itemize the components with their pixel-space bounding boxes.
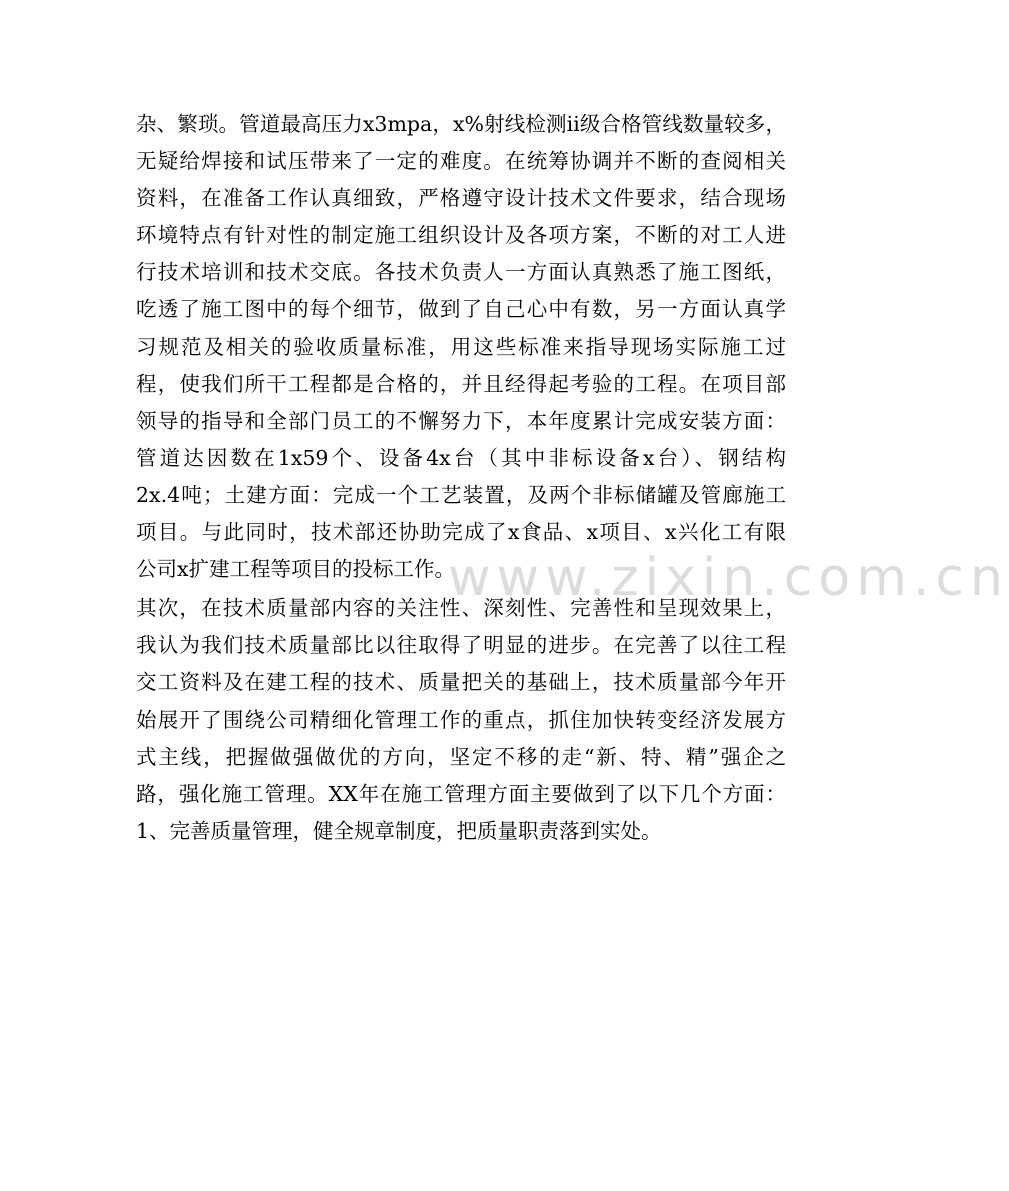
text-line: 资料，在准备工作认真细致，严格遵守设计技术文件要求，结合现场 — [136, 186, 786, 211]
text-line: 2x.4吨；土建方面：完成一个工艺装置，及两个非标储罐及管廊施工 — [136, 482, 786, 507]
watermark-text: www.zixin.com.cn — [448, 548, 1009, 608]
text-line: 公司x扩建工程等项目的投标工作。 — [136, 557, 456, 582]
text-line: 管道达因数在1x59个、设备4x台（其中非标设备x台）、钢结构 — [136, 445, 786, 470]
text-line: 项目。与此同时，技术部还协助完成了x食品、x项目、x兴化工有限 — [136, 520, 786, 545]
text-line: 交工资料及在建工程的技术、质量把关的基础上，技术质量部今年开 — [136, 670, 786, 695]
text-line: 环境特点有针对性的制定施工组织设计及各项方案，不断的对工人进 — [136, 223, 786, 248]
text-line: 始展开了围绕公司精细化管理工作的重点，抓住加快转变经济发展方 — [136, 707, 786, 732]
text-line: 行技术培训和技术交底。各技术负责人一方面认真熟悉了施工图纸， — [136, 260, 786, 285]
body-text — [136, 106, 786, 850]
text-line: 其次，在技术质量部内容的关注性、深刻性、完善性和呈现效果上， — [136, 596, 786, 621]
text-line: 杂、繁琐。管道最高压力x3mpa，x%射线检测ii级合格管线数量较多， — [136, 112, 786, 136]
text-line: 我认为我们技术质量部比以往取得了明显的进步。在完善了以往工程 — [136, 633, 786, 658]
text-line: 吃透了施工图中的每个细节，做到了自己心中有数，另一方面认真学 — [136, 297, 786, 322]
text-line: 路，强化施工管理。XX年在施工管理方面主要做到了以下几个方面： — [136, 781, 786, 806]
text-line: 1、完善质量管理，健全规章制度，把质量职责落到实处。 — [136, 818, 662, 843]
text-line: 无疑给焊接和试压带来了一定的难度。在统筹协调并不断的查阅相关 — [136, 149, 786, 174]
text-line: 领导的指导和全部门员工的不懈努力下，本年度累计完成安装方面： — [136, 408, 786, 433]
text-line: 式主线，把握做强做优的方向，坚定不移的走“新、特、精”强企之 — [136, 744, 786, 769]
text-line: 习规范及相关的验收质量标准，用这些标准来指导现场实际施工过 — [136, 334, 786, 359]
text-line: 程，使我们所干工程都是合格的，并且经得起考验的工程。在项目部 — [136, 371, 786, 396]
